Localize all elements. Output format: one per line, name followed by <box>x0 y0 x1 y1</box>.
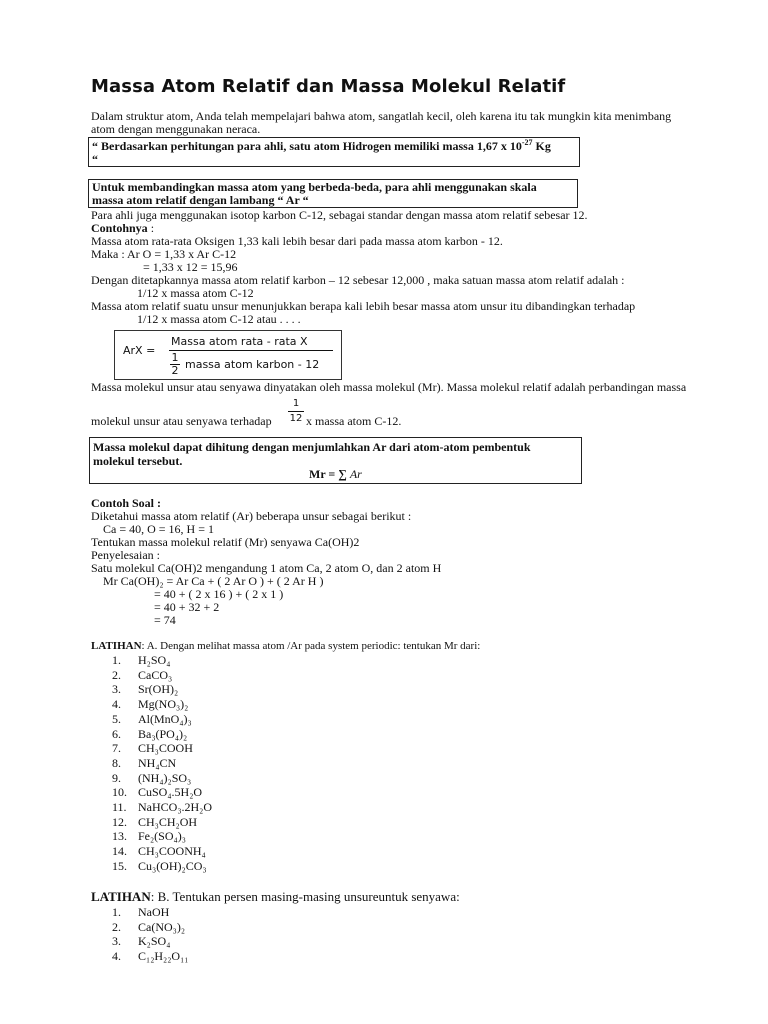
list-item-number: 4. <box>112 949 121 964</box>
list-item-number: 14. <box>112 844 127 859</box>
molecular-mass-paragraph-line-1: Massa molekul unsur atau senyawa dinyatakan oleh massa molekul (Mr). Massa molekul relatif adalah perbandingan massa <box>91 380 687 394</box>
list-item-number: 10. <box>112 785 127 800</box>
formula-numerator: Massa atom rata - rata X <box>171 335 308 348</box>
formula-half-denominator: 2 <box>171 364 179 377</box>
latihan-a-instruction: : A. Dengan melihat massa atom /Ar pada system periodic: tentukan Mr dari: <box>141 640 481 652</box>
formula-lhs: ArX = <box>123 344 156 357</box>
one-twelfth-bar <box>288 411 304 412</box>
list-item-number: 2. <box>112 667 121 682</box>
list-item-formula: Ba₃(PO₄)₂ <box>138 726 188 741</box>
list-item <box>112 920 188 935</box>
list-item-formula: Mg(NO₃)₂ <box>138 697 189 712</box>
formula-fraction-bar <box>169 350 333 351</box>
contohnya-colon: : <box>147 221 155 235</box>
list-item-number: 3. <box>112 682 121 697</box>
hydrogen-mass-statement <box>92 140 551 153</box>
solution-line-2: Mr Ca(OH)₂ = Ar Ca + ( 2 Ar O ) + ( 2 Ar H ) <box>103 574 324 588</box>
list-item-formula: NaHCO₃.2H₂O <box>138 800 213 815</box>
hydrogen-mass-text: “ Berdasarkan perhitungan para ahli, satu atom Hidrogen memiliki massa 1,67 x 10 <box>92 139 522 153</box>
list-item-number: 15. <box>112 858 127 873</box>
molecular-mass-paragraph-line-2a: molekul unsur atau senyawa terhadap <box>91 414 272 428</box>
list-item-formula: K₂SO₄ <box>138 934 171 949</box>
list-item <box>112 668 212 683</box>
mr-sum-formula-lhs: Mr = ∑ <box>309 467 350 481</box>
list-item-formula: Fe₂(SO₄)₃ <box>138 829 186 844</box>
mr-sum-formula <box>309 468 362 481</box>
intro-paragraph-line-1: Dalam struktur atom, Anda telah mempelajari bahwa atom, sangatlah kecil, oleh karena itu tak mungkin kita menimbang <box>91 109 672 123</box>
isotope-paragraph: Para ahli juga menggunakan isotop karbon C-12, sebagai standar dengan massa atom relatif sebesar 12. <box>91 208 588 222</box>
list-item <box>112 682 212 697</box>
hydrogen-mass-box <box>88 137 580 167</box>
oxygen-example: Massa atom rata-rata Oksigen 1,33 kali lebih besar dari pada massa atom karbon - 12. <box>91 234 503 248</box>
soal-line-1: Diketahui massa atom relatif (Ar) beberapa unsur sebagai berikut : <box>91 509 412 523</box>
list-item-formula: Ca(NO₃)₂ <box>138 919 186 934</box>
list-item-number: 11. <box>112 800 127 815</box>
arx-formula-box <box>114 330 342 380</box>
list-item <box>112 905 188 920</box>
formula-denominator: massa atom karbon - 12 <box>185 358 320 371</box>
mr-sum-box <box>89 437 582 484</box>
solution-line-1: Satu molekul Ca(OH)2 mengandung 1 atom Ca, 2 atom O, dan 2 atom H <box>91 561 442 575</box>
hydrogen-mass-unit: Kg <box>532 139 551 153</box>
latihan-a-heading <box>91 640 480 653</box>
list-item-number: 6. <box>112 726 121 741</box>
latihan-b-instruction: : B. Tentukan persen masing-masing unsureuntuk senyawa: <box>150 889 460 904</box>
formula-half-bar <box>170 364 180 365</box>
list-item-formula: Cu₃(OH)₂CO₃ <box>138 858 207 873</box>
soal-line-2: Ca = 40, O = 16, H = 1 <box>103 522 214 536</box>
solution-line-3: = 40 + ( 2 x 16 ) + ( 2 x 1 ) <box>154 587 284 601</box>
carbon-standard-paragraph: Dengan ditetapkannya massa atom relatif karbon – 12 sebesar 12,000 , maka satuan massa atom relatif adalah : <box>91 273 625 287</box>
latihan-b-label: LATIHAN <box>91 889 151 904</box>
contohnya-label: Contohnya <box>91 221 148 235</box>
list-item <box>112 741 212 756</box>
list-item-formula: Al(MnO₄)₃ <box>138 711 192 726</box>
maka-equation-line-1: Maka : Ar O = 1,33 x Ar C-12 <box>91 247 237 261</box>
list-item-number: 12. <box>112 814 127 829</box>
penyelesaian-heading: Penyelesaian : <box>91 548 160 562</box>
list-item <box>112 859 212 874</box>
page-title: Massa Atom Relatif dan Massa Molekul Relatif <box>91 76 566 97</box>
intro-paragraph-line-2: atom dengan menggunakan neraca. <box>91 122 261 136</box>
list-item-number: 4. <box>112 697 121 712</box>
formula-half-numerator: 1 <box>171 351 179 364</box>
list-item-formula: NH₄CN <box>138 755 177 770</box>
one-twelfth-denominator: 12 <box>289 413 303 424</box>
maka-equation-line-2: = 1,33 x 12 = 15,96 <box>143 260 238 274</box>
list-item-formula: C₁₂H₂₂O₁₁ <box>138 949 189 964</box>
list-item-number: 1. <box>112 653 121 667</box>
soal-line-3: Tentukan massa molekul relatif (Mr) senyawa Ca(OH)2 <box>91 535 360 549</box>
latihan-a-list <box>112 653 212 874</box>
amu-definition-atau: 1/12 x massa atom C-12 atau . . . . <box>137 312 301 326</box>
list-item <box>112 712 212 727</box>
mr-sum-formula-ar: Ar <box>349 467 362 481</box>
list-item-formula: H₂SO₄ <box>138 653 171 667</box>
list-item <box>112 727 212 742</box>
list-item-formula: (NH₄)₂SO₃ <box>138 770 192 785</box>
list-item <box>112 829 212 844</box>
list-item <box>112 800 212 815</box>
list-item-number: 2. <box>112 919 121 934</box>
list-item-formula: CuSO₄.5H₂O <box>138 785 203 800</box>
molecular-mass-paragraph-line-2b: x massa atom C-12. <box>306 414 402 428</box>
hydrogen-mass-closing-quote: “ <box>92 152 98 166</box>
relative-mass-paragraph: Massa atom relatif suatu unsur menunjukkan berapa kali lebih besar massa atom unsur itu dibandingkan terhadap <box>91 299 636 313</box>
list-item <box>112 697 212 712</box>
list-item <box>112 756 212 771</box>
list-item-number: 3. <box>112 934 121 949</box>
list-item-formula: CaCO₃ <box>138 667 173 682</box>
list-item <box>112 653 212 668</box>
list-item <box>112 949 188 964</box>
relative-mass-definition-line-1: Untuk membandingkan massa atom yang berbeda-beda, para ahli menggunakan skala <box>92 180 537 194</box>
relative-mass-definition-box <box>88 179 578 208</box>
amu-definition: 1/12 x massa atom C-12 <box>137 286 254 300</box>
list-item <box>112 815 212 830</box>
mr-sum-line-1: Massa molekul dapat dihitung dengan menjumlahkan Ar dari atom-atom pembentuk <box>93 440 531 454</box>
latihan-b-heading <box>91 890 460 903</box>
list-item <box>112 785 212 800</box>
list-item-formula: NaOH <box>138 905 170 919</box>
one-twelfth-numerator: 1 <box>292 398 300 409</box>
mr-sum-line-2: molekul tersebut. <box>93 454 183 468</box>
solution-line-5: = 74 <box>154 613 176 627</box>
hydrogen-mass-exponent: -27 <box>521 138 533 147</box>
list-item-formula: Sr(OH)₂ <box>138 682 179 697</box>
latihan-b-list <box>112 905 188 964</box>
solution-line-4: = 40 + 32 + 2 <box>154 600 220 614</box>
one-twelfth-fraction <box>288 398 304 425</box>
list-item-number: 7. <box>112 741 121 756</box>
list-item <box>112 934 188 949</box>
list-item-number: 5. <box>112 711 121 726</box>
latihan-a-label: LATIHAN <box>91 640 142 652</box>
list-item-number: 8. <box>112 755 121 770</box>
list-item-number: 1. <box>112 905 121 919</box>
list-item-formula: CH₃COONH₄ <box>138 844 206 859</box>
contoh-soal-heading: Contoh Soal : <box>91 496 162 510</box>
list-item-number: 9. <box>112 770 121 785</box>
list-item-formula: CH₃COOH <box>138 741 193 756</box>
list-item <box>112 844 212 859</box>
list-item-number: 13. <box>112 829 127 844</box>
list-item <box>112 771 212 786</box>
list-item-formula: CH₃CH₂OH <box>138 814 198 829</box>
relative-mass-definition-line-2: massa atom relatif dengan lambang “ Ar “ <box>92 193 309 207</box>
